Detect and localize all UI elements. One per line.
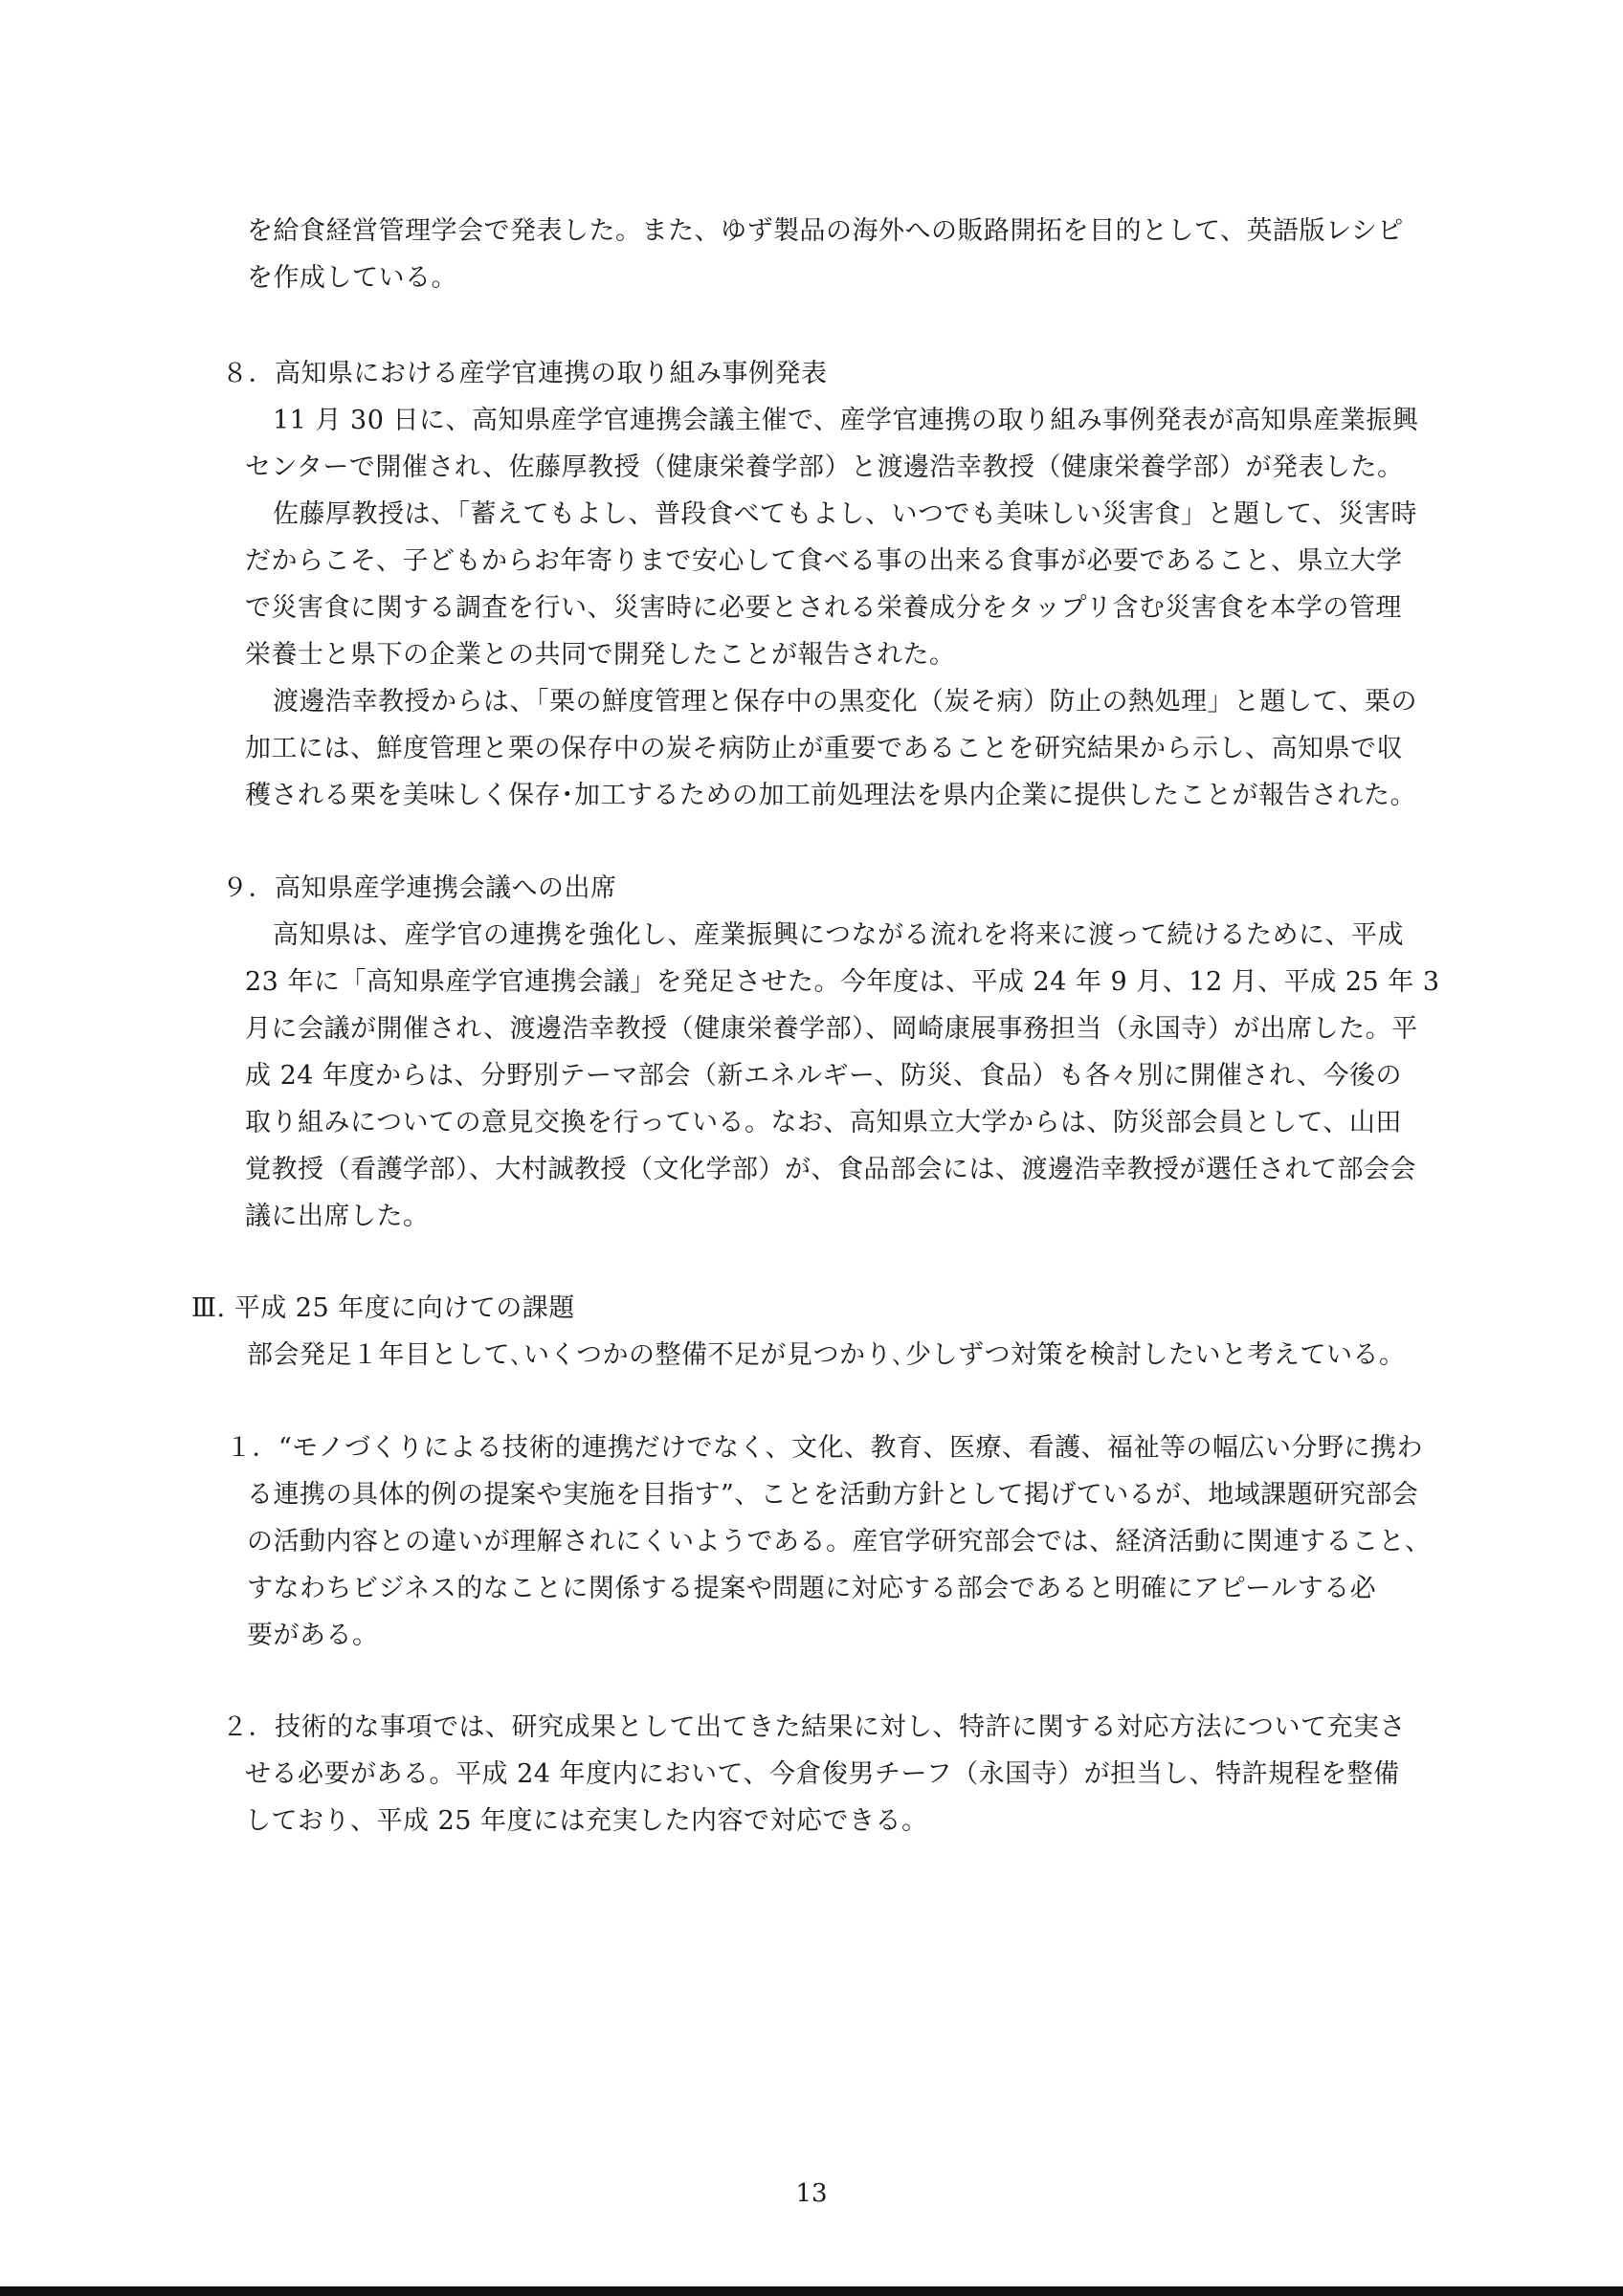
paragraph-line: 佐藤厚教授は、「蓄えてもよし、普段食べてもよし、いつでも美味しい災害食」と題して、災害時 (273, 499, 1417, 529)
paragraph-line: 加工には、鮮度管理と栗の保存中の炭そ病防止が重要であることを研究結果から示し、高知県で収 (245, 734, 1403, 763)
paragraph-line: を作成している。 (247, 263, 457, 293)
paragraph-line: しており、平成 25 年度には充実した内容で対応できる。 (245, 1806, 928, 1836)
paragraph-line: 部会発足１年目として､いくつかの整備不足が見つかり､少しずつ対策を検討したいと考えている。 (247, 1340, 1406, 1370)
paragraph-line: 高知県は、産学官の連携を強化し、産業振興につながる流れを将来に渡って続けるために、平成 (273, 920, 1404, 950)
paragraph-line: 議に出席した。 (245, 1202, 430, 1231)
paragraph-line: 覚教授（看護学部）、大村誠教授（文化学部）が、食品部会には、渡邊浩幸教授が選任されて部会会 (245, 1155, 1416, 1184)
section-heading-8: ８．高知県における産学官連携の取り組み事例発表 (222, 359, 828, 388)
paragraph-line: すなわちビジネス的なことに関係する提案や問題に対応する部会であると明確にアピールする必 (247, 1574, 1377, 1603)
paragraph-line: る連携の具体的例の提案や実施を目指す”、ことを活動方針として掲げているが、地域課題研究部会 (247, 1480, 1419, 1510)
paragraph-line: せる必要がある。平成 24 年度内において、今倉俊男チーフ（永国寺）が担当し、特許規程を整備 (245, 1759, 1400, 1789)
paragraph-line: センターで開催され、佐藤厚教授（健康栄養学部）と渡邊浩幸教授（健康栄養学部）が発表した。 (245, 453, 1404, 482)
paragraph-line: を給食経営管理学会で発表した。また、ゆず製品の海外への販路開拓を目的として、英語版レシピ (247, 216, 1404, 246)
section-heading-9: ９．高知県産学連携会議への出席 (222, 873, 617, 903)
scan-bottom-edge (0, 2286, 1623, 2296)
paragraph-line: 成 24 年度からは、分野別テーマ部会（新エネルギー、防災、食品）も各々別に開催され、今後の (245, 1061, 1403, 1091)
paragraph-line: だからこそ、子どもからお年寄りまで安心して食べる事の出来る食事が必要であること、県立大学 (245, 546, 1403, 576)
paragraph-line: 11 月 30 日に、高知県産学官連携会議主催で、産学官連携の取り組み事例発表が高知県産業振興 (273, 406, 1419, 435)
paragraph-line: 渡邊浩幸教授からは、「栗の鮮度管理と保存中の黒変化（炭そ病）防止の熱処理」と題して、栗の (273, 687, 1417, 717)
paragraph-line: 穫される栗を美味しく保存･加工するための加工前処理法を県内企業に提供したことが報告された。 (245, 781, 1416, 810)
paragraph-line: 23 年に「高知県産学官連携会議」を発足させた。今年度は、平成 24 年 9 月、12 月、平成 25 年 3 (245, 967, 1440, 997)
paragraph-line: で災害食に関する調査を行い、災害時に必要とされる栄養成分をタップリ含む災害食を本学の管理 (245, 593, 1402, 623)
paragraph-line: の活動内容との違いが理解されにくいようである。産官学研究部会では、経済活動に関連すること、 (247, 1527, 1432, 1556)
page-number: 13 (795, 2179, 828, 2208)
paragraph-line: 栄養士と県下の企業との共同で開発したことが報告された。 (245, 640, 956, 670)
section-heading-iii: Ⅲ. 平成 25 年度に向けての課題 (191, 1293, 575, 1323)
paragraph-line: 取り組みについての意見交換を行っている。なお、高知県立大学からは、防災部会員として、山田 (245, 1108, 1402, 1137)
list-item-2: ２．技術的な事項では、研究成果として出てきた結果に対し、特許に関する対応方法について充実さ (222, 1712, 1406, 1742)
list-item-1: １．“モノづくりによる技術的連携だけでなく、文化、教育、医療、看護、福祉等の幅広い分野に携わ (226, 1433, 1423, 1463)
paragraph-line: 要がある。 (247, 1621, 379, 1650)
paragraph-line: 月に会議が開催され、渡邊浩幸教授（健康栄養学部）、岡崎康展事務担当（永国寺）が出席した。平 (245, 1014, 1418, 1044)
